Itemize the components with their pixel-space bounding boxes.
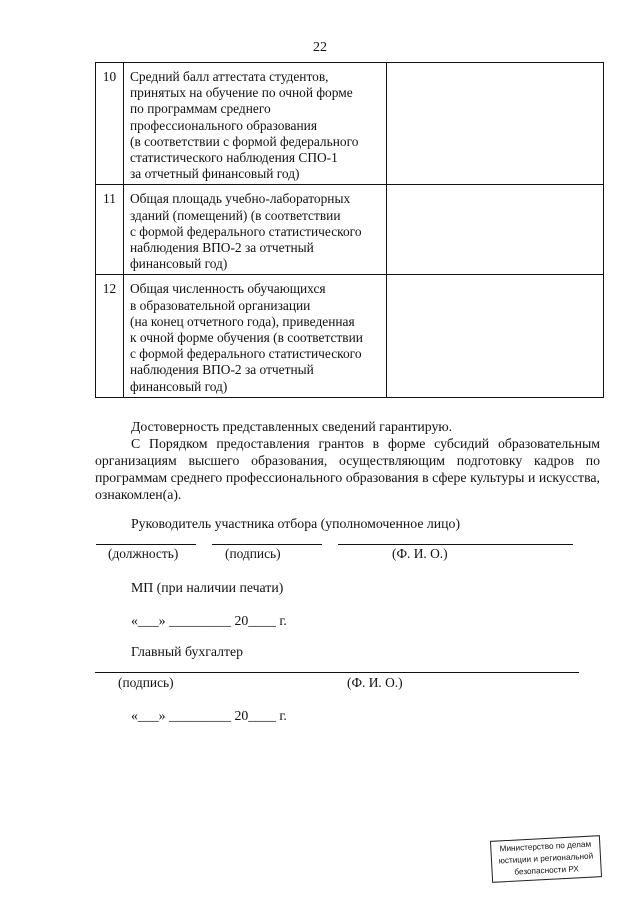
row-text-line: Общая численность обучающихся [130,281,326,297]
date-line: «___» _________ 20____ г. [131,613,287,628]
stamp-line: Министерство по делам [499,839,592,854]
position-caption: (должность) [108,546,179,561]
head-label: Руководитель участника отбора (уполномоченное лицо) [131,516,461,531]
accountant-signature-line [95,672,579,673]
row-text-line: (в соответствии с формой федерального [130,133,359,149]
row-text-line: по программам среднего [130,101,271,117]
seal-label: МП (при наличии печати) [131,580,284,595]
guarantee-text: Достоверность представленных сведений гарантирую. [131,419,453,434]
row-text-line: за отчетный финансовый год) [130,166,300,182]
row-description [124,275,387,397]
row-text-line: в образовательной организации [130,297,311,313]
row-text-line: с формой федерального статистического [130,223,362,239]
row-text-line: принятых на обучение по очной форме [130,85,353,101]
stamp-line: юстиции и региональной [498,851,594,866]
table-row [96,63,604,185]
row-number: 12 [96,275,124,397]
table-row [96,185,604,275]
row-value-cell [387,63,604,185]
indicators-table [95,62,604,398]
row-description [124,185,387,275]
page-number: 22 [313,40,327,55]
row-number: 10 [96,63,124,185]
accountant-label: Главный бухгалтер [131,644,244,659]
row-text-line: финансовый год) [130,378,228,394]
stamp-line: безопасности РХ [514,864,580,877]
row-description [124,63,387,185]
accountant-signature-caption: (подпись) [118,675,174,690]
row-text-line: Общая площадь учебно-лабораторных [130,191,351,207]
row-text-line: Средний балл аттестата студентов, [130,69,329,84]
procedure-paragraph: С Порядком предоставления грантов в форме субсидий образовательным организациям высшего образования, осуществляющим подготовку кадров по программам среднего профессионального образования в сфере культуры и искусства, ознакомлен(а). [95,436,600,502]
signature-caption: (подпись) [225,546,281,561]
row-text-line: с формой федерального статистического [130,346,362,362]
date-line-2: «___» _________ 20____ г. [131,708,287,723]
row-text-line: (на конец отчетного года), приведенная [130,313,355,329]
row-text-line: профессионального образования [130,117,317,133]
row-number: 11 [96,185,124,275]
row-value-cell [387,275,604,397]
row-value-cell [387,185,604,275]
row-text-line: финансовый год) [130,256,228,272]
row-text-line: зданий (помещений) (в соответствии [130,207,341,223]
row-text-line: к очной форме обучения (в соответствии [130,330,363,346]
fio-line [338,544,573,545]
accountant-fio-caption: (Ф. И. О.) [347,675,403,690]
ministry-stamp [490,835,602,883]
row-text-line: наблюдения ВПО-2 за отчетный [130,362,314,378]
fio-caption: (Ф. И. О.) [392,546,448,561]
row-text-line: статистического наблюдения СПО-1 [130,150,338,166]
signature-line [212,544,322,545]
position-line [96,544,196,545]
row-text-line: наблюдения ВПО-2 за отчетный [130,240,314,256]
table-row [96,275,604,397]
